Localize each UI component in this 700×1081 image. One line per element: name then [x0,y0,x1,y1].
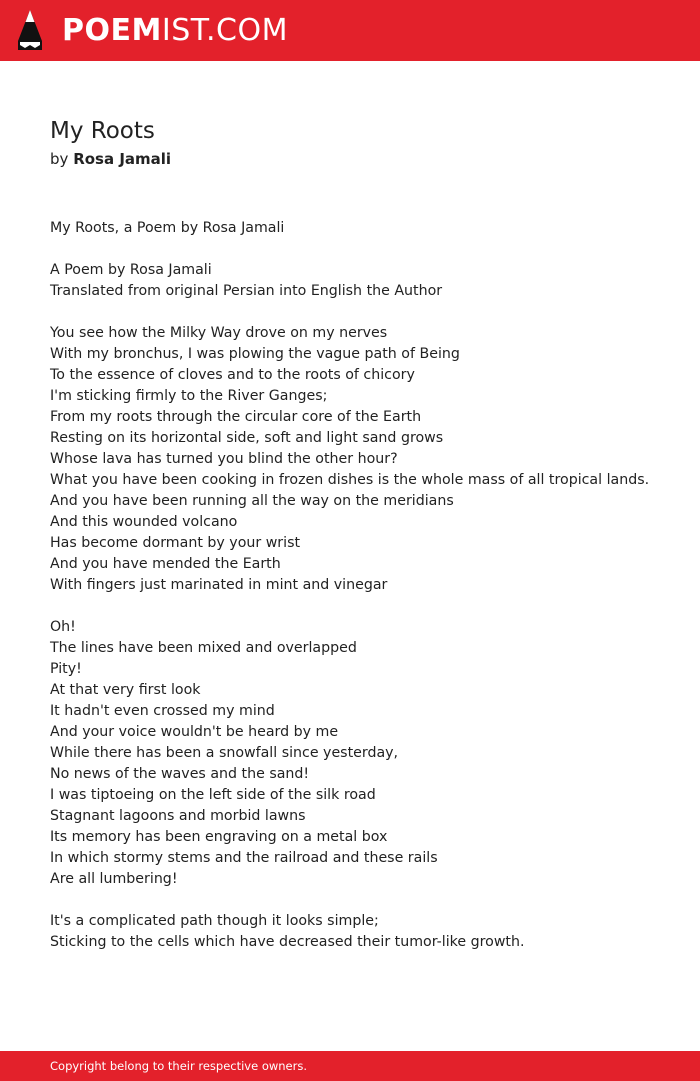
poem-line: With fingers just marinated in mint and vinegar [50,577,388,593]
poem-line: And your voice wouldn't be heard by me [50,724,339,740]
poem-line: And you have been running all the way on the meridians [50,493,454,509]
stanza-break [50,596,660,617]
poem-line: A Poem by Rosa Jamali [50,262,212,278]
stanza-break [50,302,660,323]
poem-line: Resting on its horizontal side, soft and light sand grows [50,430,444,446]
logo-text-bold: POEM [62,13,162,48]
site-logo[interactable] [62,11,288,51]
poem-line: The lines have been mixed and overlapped [50,640,357,656]
pencil-icon[interactable] [17,9,43,51]
poem-line: No news of the waves and the sand! [50,766,310,782]
poem-line: In which stormy stems and the railroad and these rails [50,850,438,866]
poem-line: What you have been cooking in frozen dishes is the whole mass of all tropical lands. [50,472,650,488]
site-header [0,0,700,61]
poem-line: At that very first look [50,682,201,698]
poem-line: My Roots, a Poem by Rosa Jamali [50,220,285,236]
copyright-notice: Copyright belong to their respective owners. [50,1059,308,1073]
poem-line: Translated from original Persian into English the Author [50,283,443,299]
poem-line: With my bronchus, I was plowing the vague path of Being [50,346,460,362]
stanza-break [50,890,660,911]
poem-line: To the essence of cloves and to the roots of chicory [50,367,415,383]
poem-line: I was tiptoeing on the left side of the silk road [50,787,376,803]
author-name: Rosa Jamali [73,150,172,168]
poem-line: And you have mended the Earth [50,556,281,572]
poem-line: And this wounded volcano [50,514,238,530]
poem-line: Its memory has been engraving on a metal box [50,829,388,845]
site-footer [0,1051,700,1081]
stanza-break [50,239,660,260]
poem-line: Sticking to the cells which have decreased their tumor-like growth. [50,934,525,950]
poem-title: My Roots [50,118,155,144]
byline-prefix: by [50,150,69,168]
poem-line: Whose lava has turned you blind the other hour? [50,451,398,467]
poem-line: You see how the Milky Way drove on my nerves [50,325,388,341]
poem-line: Stagnant lagoons and morbid lawns [50,808,306,824]
poem-line: While there has been a snowfall since yesterday, [50,745,399,761]
logo-text-light: IST.COM [161,13,288,48]
poem-line: From my roots through the circular core of the Earth [50,409,422,425]
poem-line: It's a complicated path though it looks simple; [50,913,379,929]
poem-line: Oh! [50,619,76,635]
poem-line: Has become dormant by your wrist [50,535,301,551]
poem-body [50,218,660,953]
poem-line: It hadn't even crossed my mind [50,703,275,719]
poem-byline [50,148,171,170]
poem-line: I'm sticking firmly to the River Ganges; [50,388,328,404]
poem-line: Are all lumbering! [50,871,178,887]
poem-line: Pity! [50,661,82,677]
